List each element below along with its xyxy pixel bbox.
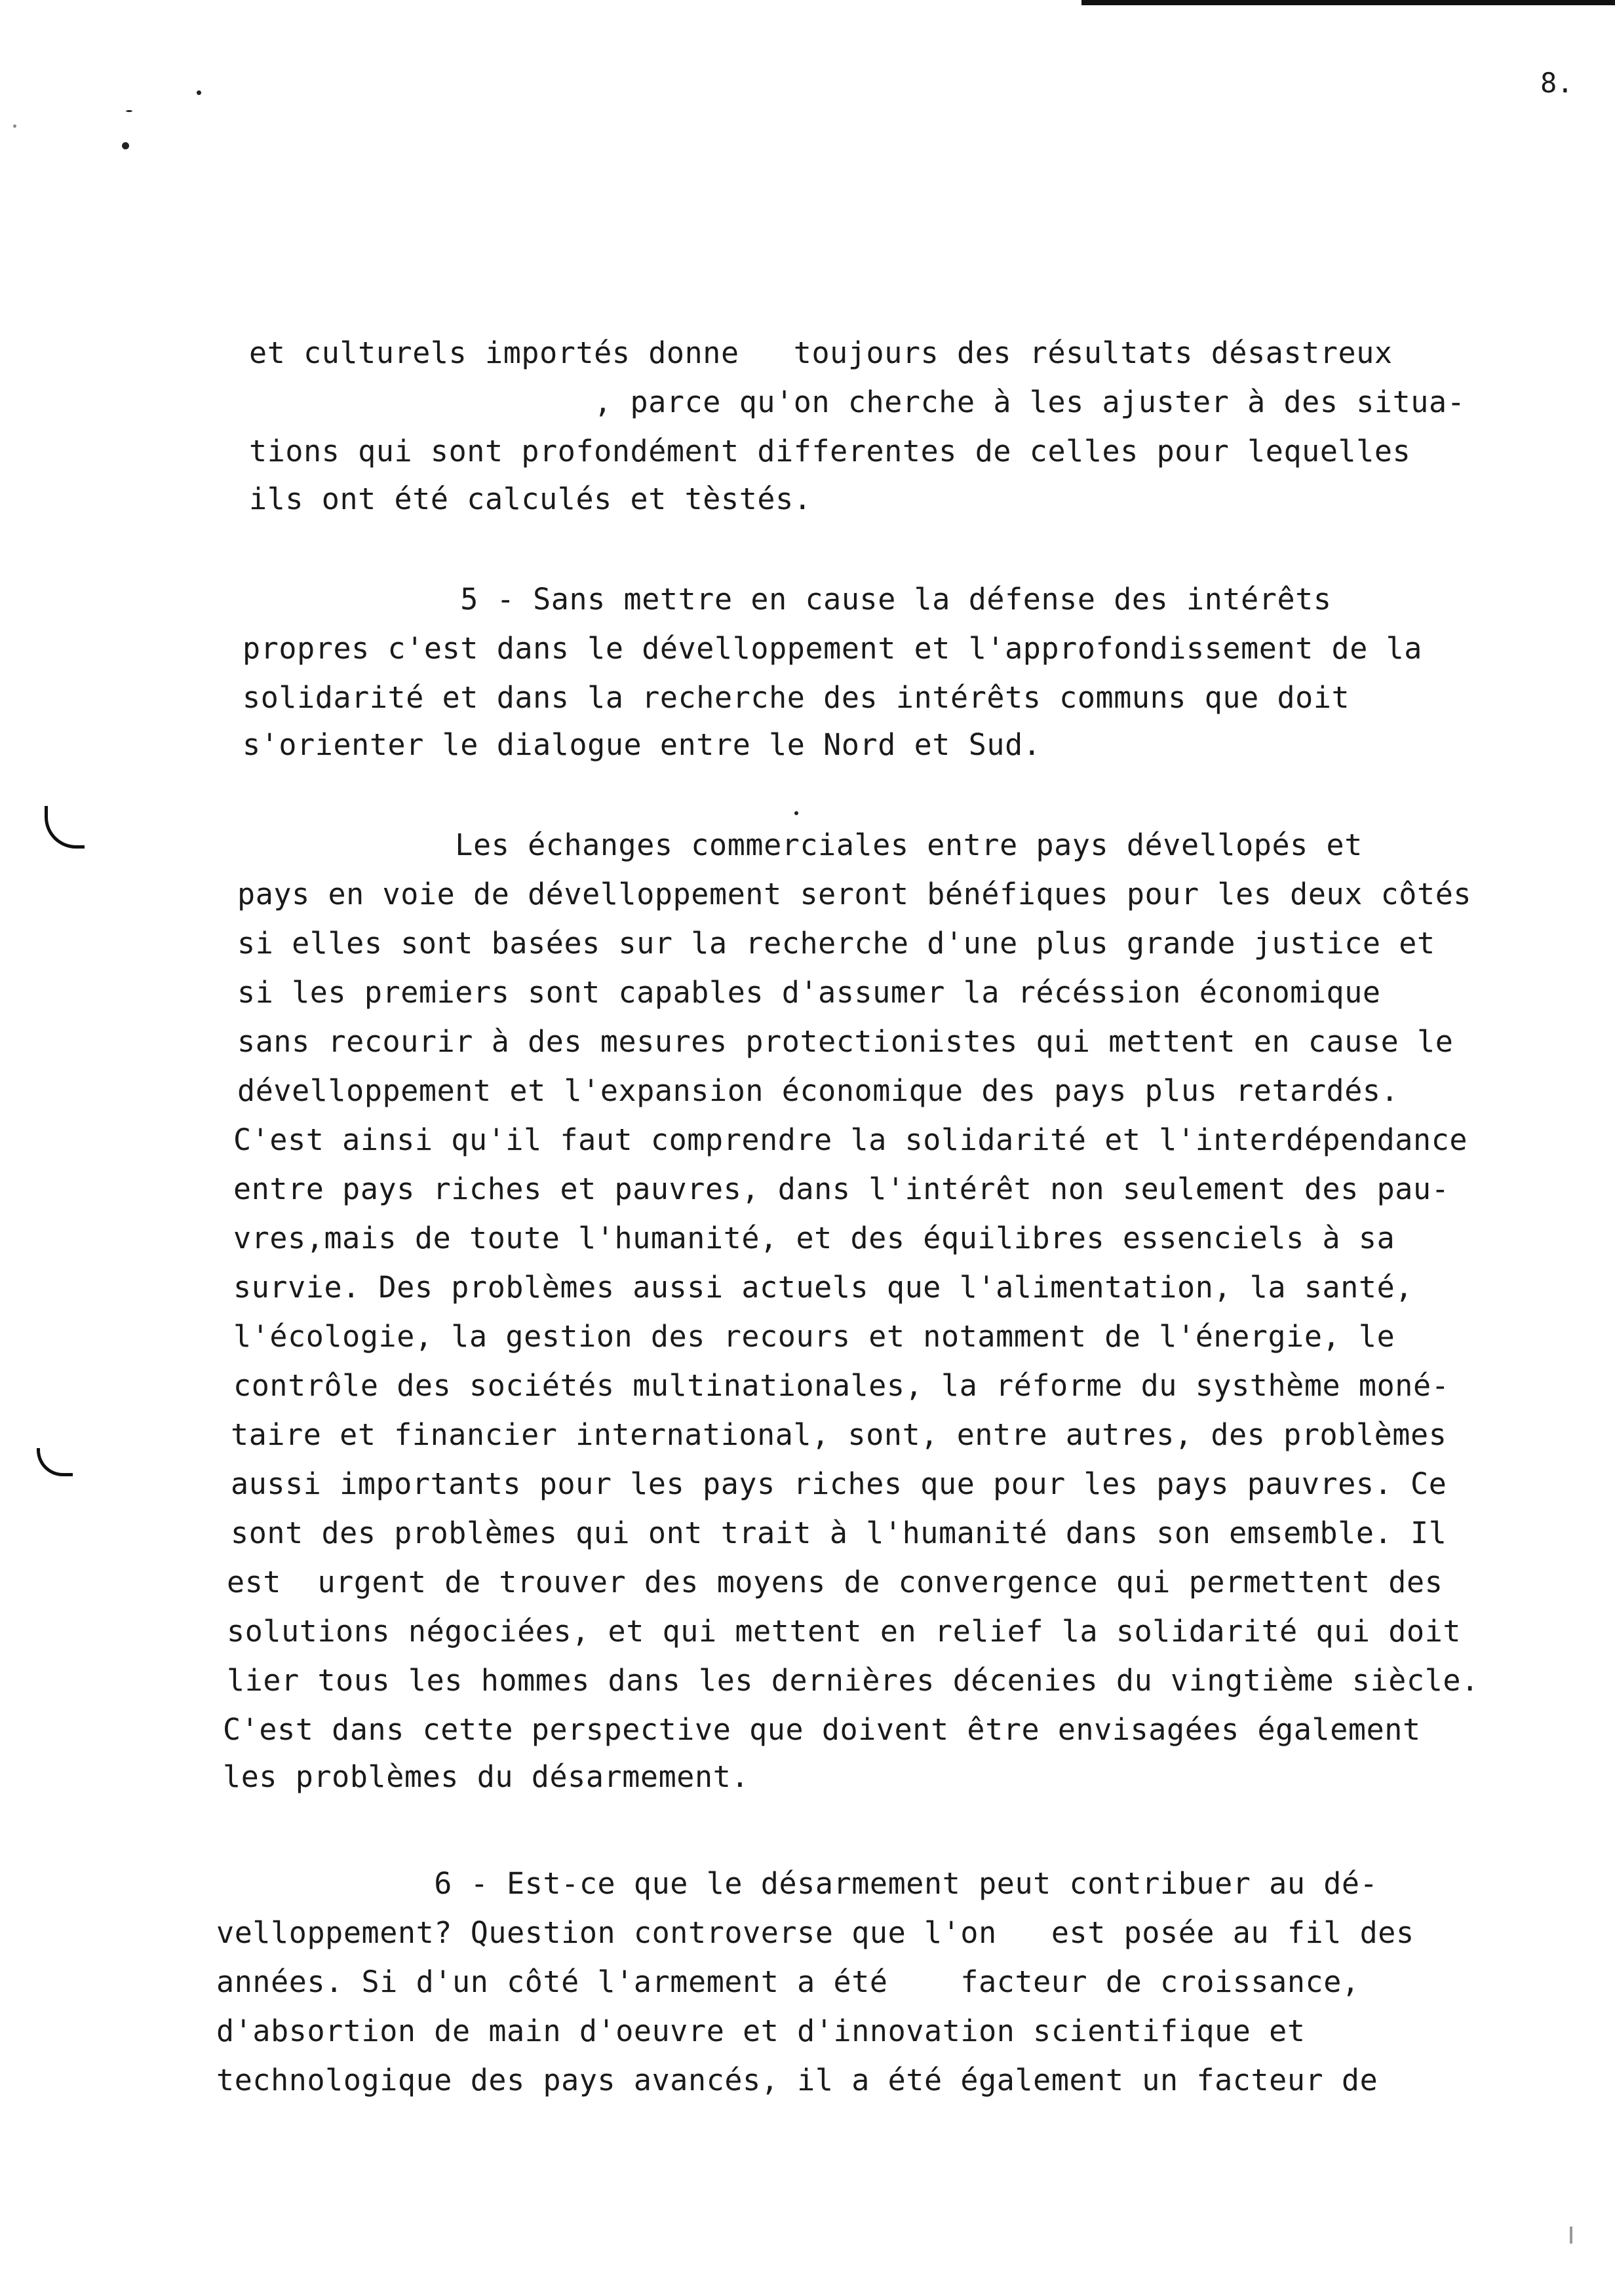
text-line: années. Si d'un côté l'armement a été facteur de croissance,	[216, 1964, 1360, 1999]
text-line: l'écologie, la gestion des recours et notamment de l'énergie, le	[233, 1319, 1395, 1354]
text-line: tions qui sont profondément differentes de celles pour lequelles	[249, 434, 1411, 469]
text-line: propres c'est dans le dévelloppement et l'approfondissement de la	[243, 631, 1422, 666]
binding-mark	[37, 1448, 73, 1476]
text-line: C'est dans cette perspective que doivent être envisagées également	[223, 1712, 1421, 1747]
margin-mark	[1570, 2227, 1572, 2244]
text-line: ils ont été calculés et tèstés.	[249, 482, 812, 516]
text-line: si elles sont basées sur la recherche d'une plus grande justice et	[237, 926, 1435, 961]
text-line: technologique des pays avancés, il a été également un facteur de	[216, 2063, 1378, 2097]
text-line: survie. Des problèmes aussi actuels que l'alimentation, la santé,	[233, 1270, 1413, 1305]
text-line: Les échanges commerciales entre pays dévellopés et	[237, 828, 1363, 862]
top-rule	[1081, 0, 1615, 5]
text-line: velloppement? Question controverse que l'on est posée au fil des	[216, 1915, 1414, 1950]
text-line: C'est ainsi qu'il faut comprendre la solidarité et l'interdépendance	[233, 1122, 1468, 1157]
text-line: lier tous les hommes dans les dernières décenies du vingtième siècle.	[227, 1663, 1479, 1698]
text-line: 6 - Est-ce que le désarmement peut contribuer au dé-	[216, 1866, 1378, 1901]
text-line: 5 - Sans mettre en cause la défense des intérêts	[243, 582, 1332, 617]
text-line: , parce qu'on cherche à les ajuster à des situa-	[249, 385, 1466, 419]
text-line: contrôle des sociétés multinationales, la réforme du systhème moné-	[233, 1368, 1450, 1403]
text-line: vres,mais de toute l'humanité, et des équilibres essenciels à sa	[233, 1221, 1395, 1255]
scan-speck	[122, 142, 129, 149]
text-line: dévelloppement et l'expansion économique des pays plus retardés.	[237, 1073, 1399, 1108]
scan-speck	[197, 90, 201, 95]
text-line: sans recourir à des mesures protectionistes qui mettent en cause le	[237, 1024, 1454, 1059]
text-line: si les premiers sont capables d'assumer la récéssion économique	[237, 975, 1381, 1010]
text-line: pays en voie de dévelloppement seront bénéfiques pour les deux côtés	[237, 877, 1472, 911]
text-line: solidarité et dans la recherche des intérêts communs que doit	[243, 680, 1350, 715]
text-line: et culturels importés donne toujours des résultats désastreux	[249, 335, 1393, 370]
scan-speck	[126, 110, 132, 112]
page-number: 8.	[1540, 67, 1574, 99]
text-line: sont des problèmes qui ont trait à l'humanité dans son emsemble. Il	[231, 1516, 1447, 1550]
scan-speck	[794, 811, 798, 815]
text-line: taire et financier international, sont, entre autres, des problèmes	[231, 1417, 1447, 1452]
text-line: s'orienter le dialogue entre le Nord et Sud.	[243, 727, 1041, 762]
text-line: les problèmes du désarmement.	[223, 1759, 750, 1794]
text-line: d'absortion de main d'oeuvre et d'innovation scientifique et	[216, 2014, 1306, 2048]
text-line: est urgent de trouver des moyens de convergence qui permettent des	[227, 1565, 1443, 1599]
scan-speck	[13, 124, 16, 128]
binding-mark	[45, 806, 85, 849]
text-line: entre pays riches et pauvres, dans l'intérêt non seulement des pau-	[233, 1172, 1450, 1206]
text-line: solutions négociées, et qui mettent en relief la solidarité qui doit	[227, 1614, 1462, 1649]
text-line: aussi importants pour les pays riches que pour les pays pauvres. Ce	[231, 1466, 1447, 1501]
